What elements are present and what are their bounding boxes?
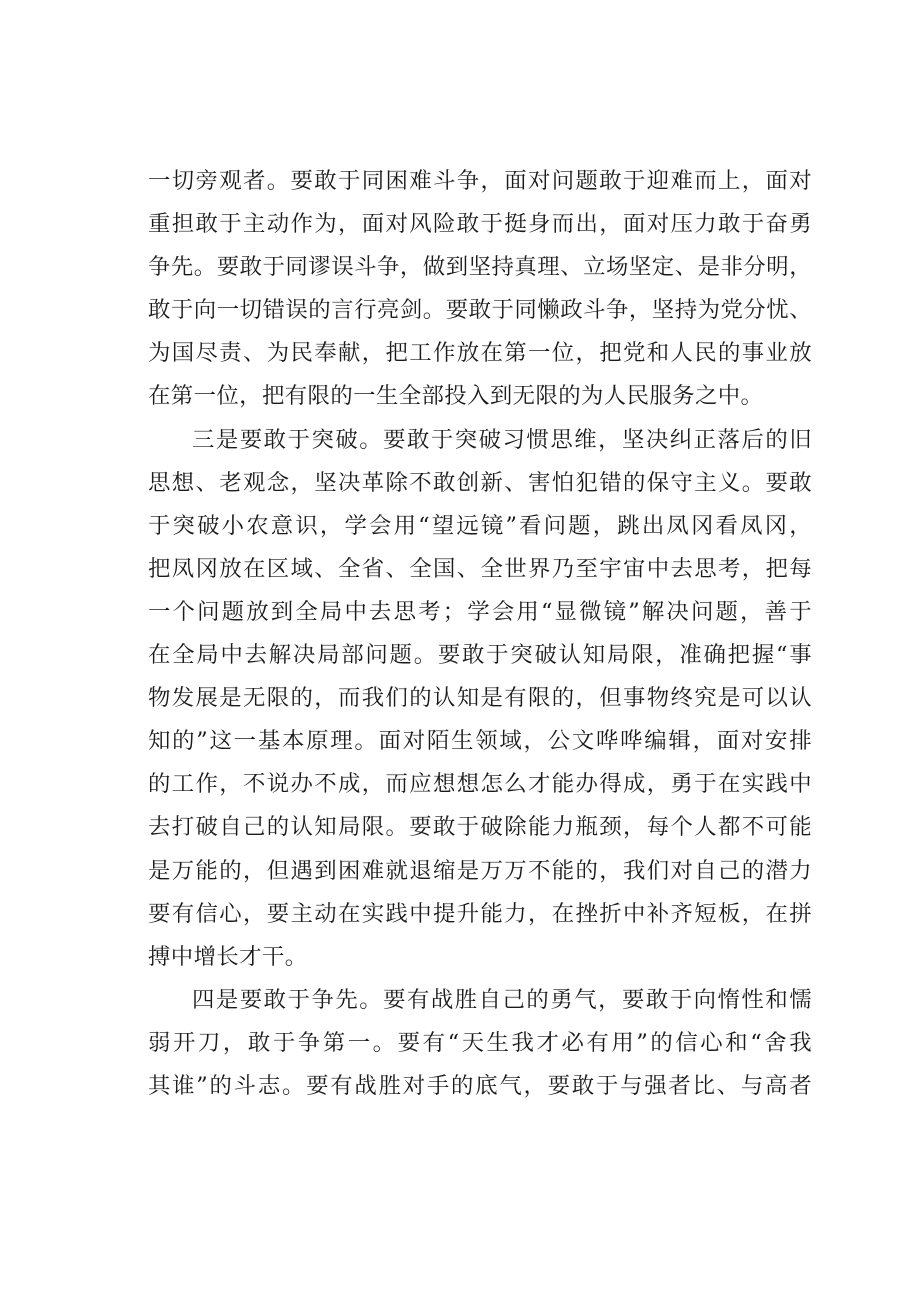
text-line: 在第一位，把有限的一生全部投入到无限的为人民服务之中。 — [148, 383, 764, 410]
text-line: 重担敢于主动作为，面对风险敢于挺身而出，面对压力敢于奋勇 — [148, 211, 812, 238]
paragraph-2 — [148, 419, 812, 979]
text-line: 争先。要敢于同谬误斗争，做到坚持真理、立场坚定、是非分明， — [148, 254, 812, 281]
text-line: 的工作，不说办不成，而应想想怎么才能办得成，勇于在实践中 — [148, 771, 812, 798]
text-line: 要有信心，要主动在实践中提升能力，在挫折中补齐短板，在拼 — [148, 900, 812, 927]
text-line: 一切旁观者。要敢于同困难斗争，面对问题敢于迎难而上，面对 — [148, 168, 812, 194]
text-line: 为国尽责、为民奉献，把工作放在第一位，把党和人民的事业放 — [148, 340, 812, 367]
text-line: 弱开刀，敢于争第一。要有“天生我才必有用”的信心和“舍我 — [148, 1029, 812, 1056]
text-line: 其谁”的斗志。要有战胜对手的底气，要敢于与强者比、与高者 — [148, 1072, 812, 1099]
text-line: 敢于向一切错误的言行亮剑。要敢于同懒政斗争，坚持为党分忧、 — [148, 297, 812, 324]
text-line: 三是要敢于突破。要敢于突破习惯思维，坚决纠正落后的旧 — [192, 426, 812, 453]
text-line: 思想、老观念，坚决革除不敢创新、害怕犯错的保守主义。要敢 — [148, 469, 812, 496]
text-line: 于突破小农意识，学会用“望远镜”看问题，跳出凤冈看凤冈， — [148, 512, 812, 539]
text-line: 去打破自己的认知局限。要敢于破除能力瓶颈，每个人都不可能 — [148, 814, 812, 841]
text-line: 在全局中去解决局部问题。要敢于突破认知局限，准确把握“事 — [148, 642, 812, 669]
paragraph-3 — [148, 979, 812, 1108]
paragraph-1 — [148, 160, 812, 419]
text-line: 物发展是无限的，而我们的认知是有限的，但事物终究是可以认 — [148, 685, 812, 712]
text-line: 一个问题放到全局中去思考；学会用“显微镜”解决问题，善于 — [148, 598, 812, 625]
text-line: 知的”这一基本原理。面对陌生领域，公文哗哗编辑，面对安排 — [148, 728, 812, 755]
text-line: 把凤冈放在区域、全省、全国、全世界乃至宇宙中去思考，把每 — [148, 555, 812, 582]
document-body — [148, 160, 812, 1108]
text-line: 四是要敢于争先。要有战胜自己的勇气，要敢于向惰性和懦 — [192, 986, 812, 1013]
text-line: 是万能的，但遇到困难就退缩是万万不能的，我们对自己的潜力 — [148, 857, 812, 884]
text-line: 搏中增长才干。 — [148, 943, 308, 970]
